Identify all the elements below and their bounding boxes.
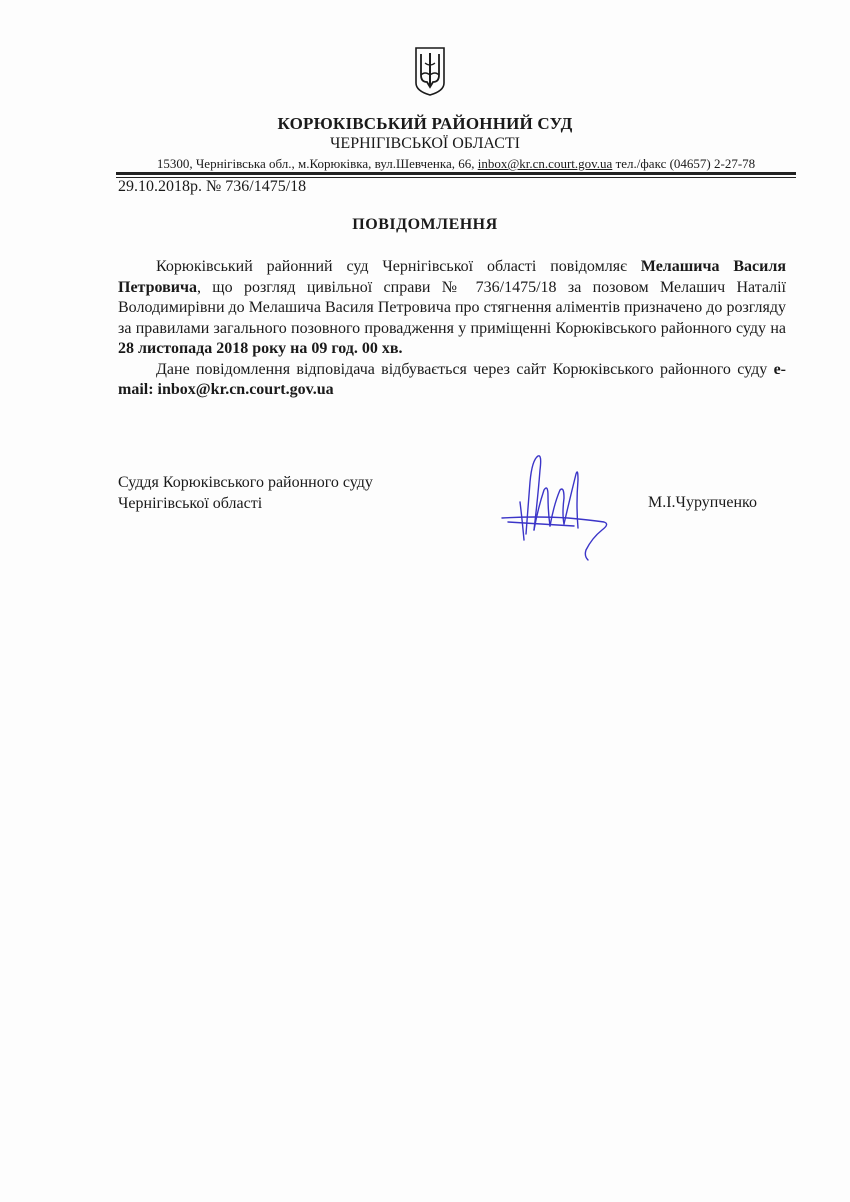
header-rule-thick: [116, 172, 796, 175]
court-email: e-mail: inbox@kr.cn.court.gov.ua: [118, 360, 786, 398]
address-phone: тел./факс (04657) 2-27-78: [612, 156, 756, 171]
notice-paragraph-2: [118, 360, 786, 401]
judge-title: [118, 473, 373, 514]
notice-paragraph-1: [118, 257, 786, 360]
date-reference: 29.10.2018р. № 736/1475/18: [118, 178, 307, 195]
judge-name: М.І.Чурупченко: [648, 494, 757, 511]
court-region: ЧЕРНІГІВСЬКОЇ ОБЛАСТІ: [330, 135, 520, 152]
hearing-datetime: 28 листопада 2018 року на 09 год. 00 хв.: [118, 340, 403, 357]
p1-text-start: Корюківський районний суд Чернігівської області повідомляє: [156, 258, 641, 275]
document-title: ПОВІДОМЛЕННЯ: [352, 216, 498, 233]
handwritten-signature: [498, 448, 618, 564]
judge-title-line2: Чернігівської області: [118, 494, 263, 512]
address-prefix: 15300, Чернігівська обл., м.Корюківка, вул.Шевченка, 66,: [156, 156, 478, 171]
notice-body: [118, 257, 786, 401]
address-email-link[interactable]: inbox@kr.cn.court.gov.ua: [477, 156, 613, 171]
p1-text-middle: , що розгляд цивільної справи № 736/1475/18 за позовом Мелашич Наталії Володимирівни до Мелашича Василя Петровича про стягнення аліментів призначено до розгляду за правилами загального позовного провадження у приміщенні Корюківського районного суду на: [118, 278, 786, 337]
p2-text: Дане повідомлення відповідача відбувається через сайт Корюківського районного суду: [156, 360, 774, 378]
defendant-name: Мелашича Василя Петровича: [118, 258, 787, 296]
judge-title-line1: Суддя Корюківського районного суду: [118, 474, 373, 491]
court-address: [118, 156, 794, 172]
trident-emblem-icon: [413, 45, 447, 97]
court-name: КОРЮКІВСЬКИЙ РАЙОННИЙ СУД: [277, 114, 573, 133]
